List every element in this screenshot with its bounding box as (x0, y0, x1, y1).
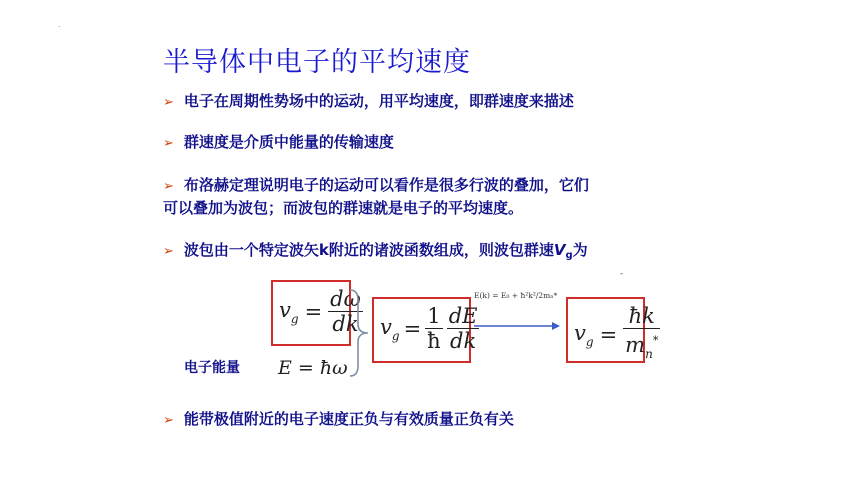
page-title: 半导体中电子的平均速度 (163, 47, 471, 78)
bullet-item-2 (163, 131, 394, 155)
group-velocity-symbol: $V_g$ (553, 241, 573, 261)
fraction-de-dk: $\frac{dE}{dk}$ (448, 304, 478, 353)
bullet-text-4-tail: 为 (572, 241, 588, 259)
bullet-text-2: 群速度是介质中能量的传输速度 (183, 133, 394, 151)
bullet-text-1: 电子在周期性势场中的运动，用平均速度，即群速度来描述 (183, 92, 574, 110)
bullet-text-3a: 布洛赫定理说明电子的运动可以看作是很多行波的叠加，它们 (183, 176, 589, 194)
energy-equation: E = ħω (278, 357, 348, 379)
bullet-arrow-icon: ➢ (163, 95, 174, 110)
fraction-dw-dk: $\frac{d\omega}{dk}$ (330, 287, 361, 336)
formula-box-hk-m: $v_g$ = $\frac{ħk}{m_n^*}$ (566, 297, 645, 363)
curly-brace-icon (344, 288, 374, 378)
formula-box-de-dk: $v_g$ = $\frac{1}{ħ}$ $\frac{dE}{dk}$ (372, 297, 471, 363)
bullet-arrow-icon: ➢ (163, 136, 174, 151)
fraction-hk-m: $\frac{ħk}{m_n^*}$ (625, 304, 659, 361)
formula-box-dw-dk: $v_g$ = $\frac{d\omega}{dk}$ (271, 280, 351, 346)
bullet-arrow-icon: ➢ (163, 244, 174, 259)
right-arrow-icon (470, 320, 562, 332)
bullet-arrow-icon: ➢ (163, 179, 174, 194)
bullet-arrow-icon: ➢ (163, 413, 174, 428)
bullet-item-1 (163, 90, 574, 114)
energy-label: 电子能量 (184, 360, 240, 376)
bullet-item-5 (163, 408, 514, 432)
bullet-text-3b: 可以叠加为波包；而波包的群速就是电子的平均速度。 (163, 199, 524, 217)
bullet-text-4: 波包由一个特定波矢k附近的诸波函数组成，则波包群速 (183, 241, 554, 259)
bullet-text-5: 能带极值附近的电子速度正负与有效质量正负有关 (183, 410, 514, 428)
bullet-item-4 (163, 239, 588, 267)
tick-mark: - (620, 269, 624, 279)
fraction-one-over-hbar: $\frac{1}{ħ}$ (427, 304, 441, 353)
dispersion-relation: E(k) = E₀ + ħ²k²/2mₙ* (474, 291, 558, 300)
corner-mark: . (58, 20, 61, 29)
bullet-item-3 (163, 174, 589, 198)
